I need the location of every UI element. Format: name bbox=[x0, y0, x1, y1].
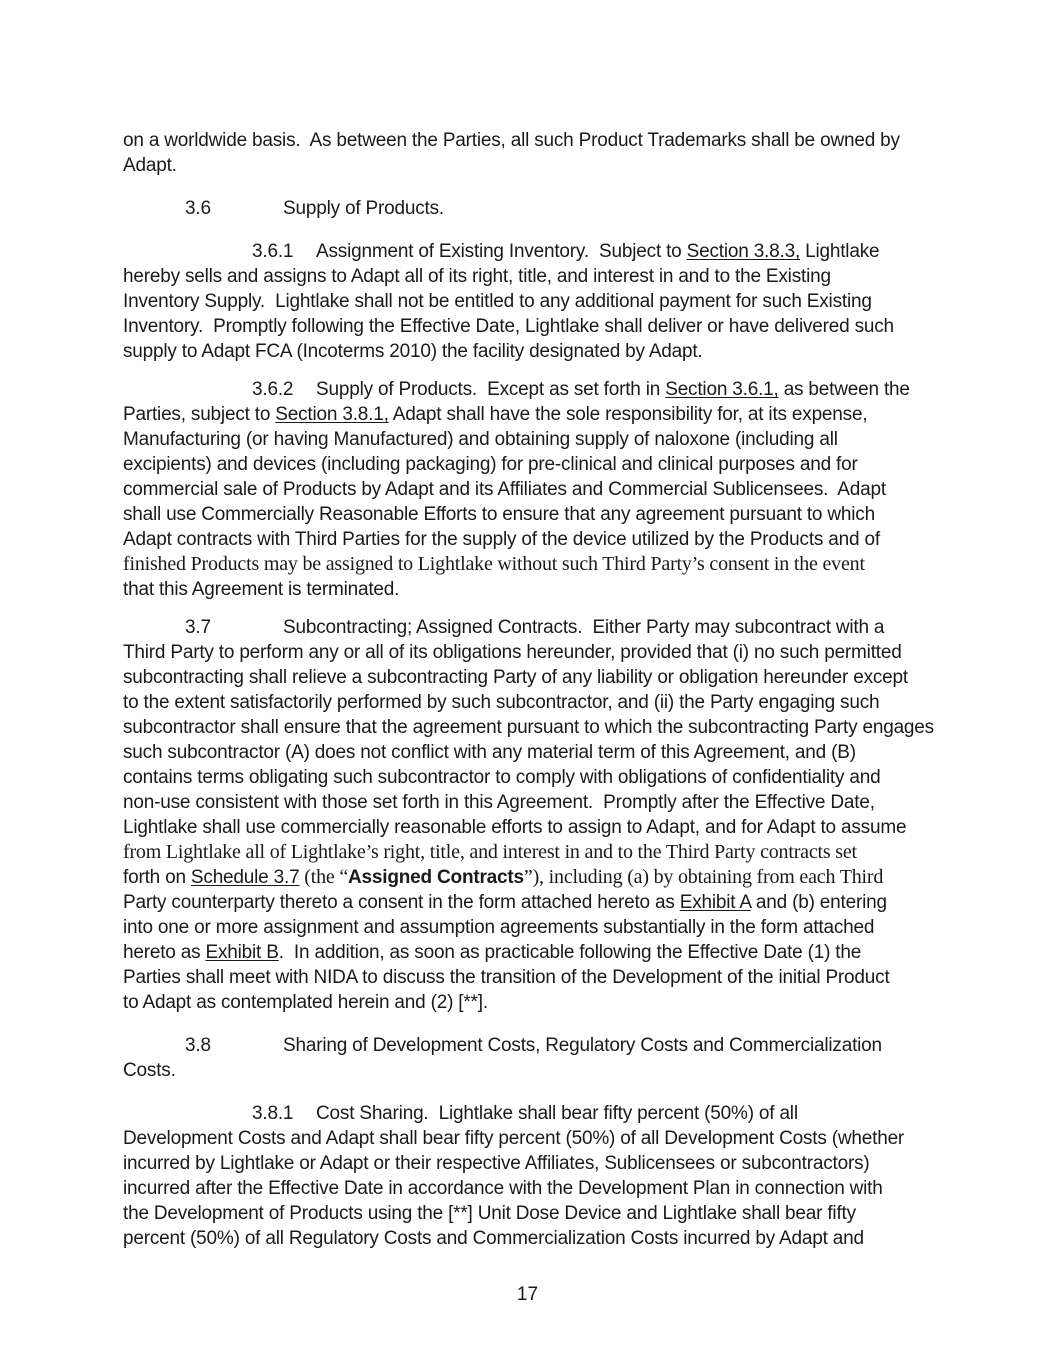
text-line bbox=[123, 289, 1003, 314]
text-line bbox=[123, 840, 1003, 865]
text-run: on a worldwide basis. As between the Parties, all such Product Trademarks shall be owned by bbox=[123, 130, 900, 151]
text-run: finished Products may be assigned to Lightlake without such Third Party’s consent in the event bbox=[123, 553, 865, 575]
text-line bbox=[123, 740, 1003, 765]
text-line bbox=[123, 790, 1003, 815]
paragraph-heading-3-6 bbox=[123, 196, 1003, 221]
text-run: Subcontracting; Assigned Contracts. Either Party may subcontract with a bbox=[283, 617, 885, 638]
section-number: 3.8.1 bbox=[252, 1103, 294, 1124]
text-run: contains terms obligating such subcontractor to comply with obligations of confidentiality and bbox=[123, 767, 881, 788]
text-run: Adapt. bbox=[123, 155, 177, 176]
text-line bbox=[123, 640, 1003, 665]
text-run: incurred by Lightlake or Adapt or their respective Affiliates, Sublicensees or subcontractors) bbox=[123, 1153, 870, 1174]
text-run: . In addition, as soon as practicable following the Effective Date (1) the bbox=[278, 942, 862, 963]
text-run: hereto as bbox=[123, 942, 206, 963]
text-run: forth on bbox=[123, 867, 191, 888]
text-run: subcontractor shall ensure that the agreement pursuant to which the subcontracting Party engages bbox=[123, 717, 934, 738]
section-number: 3.6.2 bbox=[252, 379, 294, 400]
text-run: non-use consistent with those set forth in this Agreement. Promptly after the Effective Date, bbox=[123, 792, 875, 813]
paragraph-section-3-6-1 bbox=[123, 239, 1003, 364]
paragraph-heading-3-8 bbox=[123, 1033, 1003, 1083]
text-run: shall use Commercially Reasonable Efforts to ensure that any agreement pursuant to which bbox=[123, 504, 875, 525]
text-line bbox=[123, 502, 1003, 527]
text-line bbox=[123, 196, 1003, 221]
text-line bbox=[123, 690, 1003, 715]
text-run: Manufacturing (or having Manufactured) and obtaining supply of naloxone (including all bbox=[123, 429, 838, 450]
text-run: Assignment of Existing Inventory. Subject to bbox=[316, 241, 687, 262]
text-run: the Development of Products using the [**] Unit Dose Device and Lightlake shall bear fifty bbox=[123, 1203, 856, 1224]
text-line bbox=[123, 865, 1003, 890]
text-line bbox=[123, 815, 1003, 840]
text-line bbox=[123, 1176, 1003, 1201]
text-line bbox=[123, 452, 1003, 477]
text-line bbox=[123, 1058, 1003, 1083]
text-line bbox=[123, 940, 1003, 965]
text-run: Parties, subject to bbox=[123, 404, 276, 425]
text-run: excipients) and devices (including packaging) for pre-clinical and clinical purposes and for bbox=[123, 454, 858, 475]
text-line bbox=[123, 1101, 1003, 1126]
cross-reference: Section 3.8.3, bbox=[686, 241, 801, 262]
text-run: and (b) entering bbox=[750, 892, 887, 913]
text-run: Sharing of Development Costs, Regulatory Costs and Commercialization bbox=[283, 1035, 882, 1056]
text-run: such subcontractor (A) does not conflict with any material term of this Agreement, and (B) bbox=[123, 742, 856, 763]
text-run: Lightlake shall use commercially reasonable efforts to assign to Adapt, and for Adapt to assume bbox=[123, 817, 907, 838]
text-run: Inventory. Promptly following the Effective Date, Lightlake shall deliver or have delivered such bbox=[123, 316, 894, 337]
text-run: that this Agreement is terminated. bbox=[123, 579, 400, 600]
text-run: Lightlake bbox=[800, 241, 880, 262]
text-run: incurred after the Effective Date in accordance with the Development Plan in connection with bbox=[123, 1178, 883, 1199]
text-line bbox=[123, 552, 1003, 577]
text-line bbox=[123, 1201, 1003, 1226]
text-run: Party counterparty thereto a consent in the form attached hereto as bbox=[123, 892, 680, 913]
text-line bbox=[123, 1226, 1003, 1251]
text-run: (the “ bbox=[299, 866, 349, 888]
text-run: Third Party to perform any or all of its obligations hereunder, provided that (i) no such permitted bbox=[123, 642, 902, 663]
text-line bbox=[123, 615, 1003, 640]
text-line bbox=[123, 1033, 1003, 1058]
text-line bbox=[123, 715, 1003, 740]
text-run: Costs. bbox=[123, 1060, 176, 1081]
text-line bbox=[123, 377, 1003, 402]
text-run: subcontracting shall relieve a subcontracting Party of any liability or obligation hereunder except bbox=[123, 667, 908, 688]
section-number: 3.8 bbox=[185, 1035, 211, 1056]
text-run: Supply of Products. Except as set forth in bbox=[316, 379, 666, 400]
text-run: supply to Adapt FCA (Incoterms 2010) the facility designated by Adapt. bbox=[123, 341, 703, 362]
text-line bbox=[123, 153, 1003, 178]
text-run: into one or more assignment and assumption agreements substantially in the form attached bbox=[123, 917, 875, 938]
paragraph-section-3-6-2 bbox=[123, 377, 1003, 602]
paragraph-section-3-8-1 bbox=[123, 1101, 1003, 1251]
text-run: Parties shall meet with NIDA to discuss the transition of the Development of the initial Product bbox=[123, 967, 890, 988]
text-run: Inventory Supply. Lightlake shall not be entitled to any additional payment for such Existing bbox=[123, 291, 872, 312]
section-number: 3.6 bbox=[185, 198, 211, 219]
text-run: to the extent satisfactorily performed by such subcontractor, and (ii) the Party engaging such bbox=[123, 692, 880, 713]
text-line bbox=[123, 239, 1003, 264]
text-run: from Lightlake all of Lightlake’s right, title, and interest in and to the Third Party contracts set bbox=[123, 841, 857, 863]
text-run: Development Costs and Adapt shall bear fifty percent (50%) of all Development Costs (whether bbox=[123, 1128, 905, 1149]
text-run: to Adapt as contemplated herein and (2) [**]. bbox=[123, 992, 488, 1013]
text-line bbox=[123, 915, 1003, 940]
text-line bbox=[123, 402, 1003, 427]
cross-reference: Schedule 3.7 bbox=[190, 867, 300, 888]
section-number: 3.7 bbox=[185, 617, 211, 638]
cross-reference: Section 3.8.1, bbox=[275, 404, 389, 425]
text-run: ”), including (a) by obtaining from each Third bbox=[523, 866, 884, 888]
text-line bbox=[123, 339, 1003, 364]
cross-reference: Exhibit B bbox=[205, 942, 279, 963]
text-line bbox=[123, 665, 1003, 690]
cross-reference: Exhibit A bbox=[679, 892, 751, 913]
text-run: commercial sale of Products by Adapt and its Affiliates and Commercial Sublicensees. Adapt bbox=[123, 479, 886, 500]
text-line bbox=[123, 990, 1003, 1015]
text-line bbox=[123, 264, 1003, 289]
text-line bbox=[123, 890, 1003, 915]
text-run: Adapt contracts with Third Parties for the supply of the device utilized by the Products and of bbox=[123, 529, 880, 550]
page-number: 17 bbox=[516, 1284, 539, 1305]
text-line bbox=[123, 527, 1003, 552]
text-run: hereby sells and assigns to Adapt all of its right, title, and interest in and to the Existing bbox=[123, 266, 831, 287]
text-line bbox=[123, 1126, 1003, 1151]
paragraph-section-3-7 bbox=[123, 615, 1003, 1015]
text-run: Assigned Contracts bbox=[348, 867, 524, 888]
text-line bbox=[123, 314, 1003, 339]
text-line bbox=[123, 427, 1003, 452]
document-body bbox=[123, 128, 1003, 1251]
text-line bbox=[123, 577, 1003, 602]
text-line bbox=[123, 128, 1003, 153]
text-line bbox=[123, 477, 1003, 502]
text-run: as between the bbox=[778, 379, 910, 400]
text-run: percent (50%) of all Regulatory Costs and Commercialization Costs incurred by Adapt and bbox=[123, 1228, 864, 1249]
text-line bbox=[123, 1151, 1003, 1176]
cross-reference: Section 3.6.1, bbox=[665, 379, 779, 400]
text-line bbox=[123, 965, 1003, 990]
text-line bbox=[123, 765, 1003, 790]
text-run: Supply of Products. bbox=[283, 198, 444, 219]
paragraph-continuation-3-5 bbox=[123, 128, 1003, 178]
section-number: 3.6.1 bbox=[252, 241, 294, 262]
text-run: Cost Sharing. Lightlake shall bear fifty percent (50%) of all bbox=[316, 1103, 798, 1124]
text-run: Adapt shall have the sole responsibility for, at its expense, bbox=[388, 404, 868, 425]
